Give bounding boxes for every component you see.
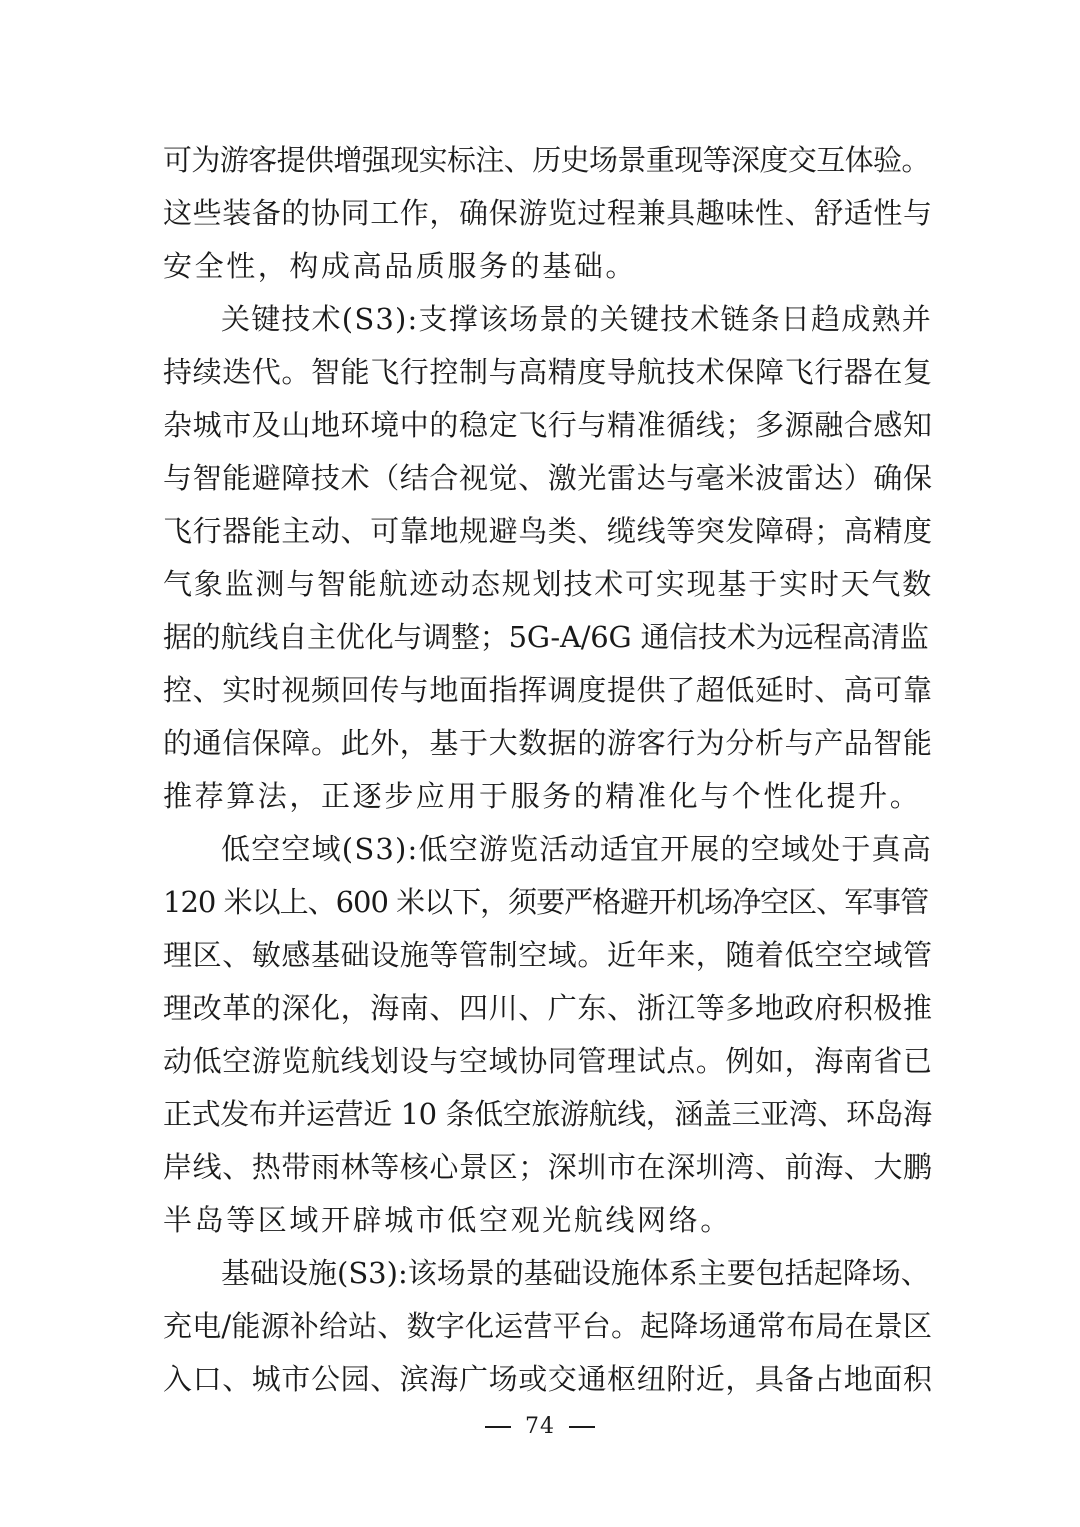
body-line: 岸线、热带雨林等核心景区；深圳市在深圳湾、前海、大鹏 bbox=[163, 1150, 933, 1184]
footer-dash-right bbox=[569, 1426, 595, 1428]
body-line: 这些装备的协同工作，确保游览过程兼具趣味性、舒适性与 bbox=[163, 196, 933, 230]
body-line: 持续迭代。智能飞行控制与高精度导航技术保障飞行器在复 bbox=[163, 355, 933, 389]
body-line: 动低空游览航线划设与空域协同管理试点。例如，海南省已 bbox=[163, 1044, 933, 1078]
body-line: 的通信保障。此外，基于大数据的游客行为分析与产品智能 bbox=[163, 726, 933, 760]
page-number: 74 bbox=[525, 1414, 555, 1439]
body-line: 与智能避障技术（结合视觉、激光雷达与毫米波雷达）确保 bbox=[163, 461, 933, 495]
body-line: 气象监测与智能航迹动态规划技术可实现基于实时天气数 bbox=[163, 567, 934, 601]
body-line: 正式发布并运营近 10 条低空旅游航线，涵盖三亚湾、环岛海 bbox=[163, 1097, 932, 1131]
body-line: 可为游客提供增强现实标注、历史场景重现等深度交互体验。 bbox=[163, 143, 930, 177]
body-line: 据的航线自主优化与调整；5G-A/6G 通信技术为远程高清监 bbox=[163, 620, 929, 654]
body-line: 杂城市及山地环境中的稳定飞行与精准循线；多源融合感知 bbox=[163, 408, 933, 442]
body-line: 理区、敏感基础设施等管制空域。近年来，随着低空空域管 bbox=[163, 938, 933, 972]
body-line: 安全性，构成高品质服务的基础。 bbox=[163, 249, 638, 283]
body-line: 理改革的深化，海南、四川、广东、浙江等多地政府积极推 bbox=[163, 991, 933, 1025]
body-line: 半岛等区域开辟城市低空观光航线网络。 bbox=[163, 1203, 732, 1237]
body-line: 充电/能源补给站、数字化运营平台。起降场通常布局在景区 bbox=[163, 1309, 933, 1343]
body-line: 飞行器能主动、可靠地规避鸟类、缆线等突发障碍；高精度 bbox=[163, 514, 933, 548]
paragraph-start-infrastructure: 基础设施(S3):该场景的基础设施体系主要包括起降场、 bbox=[221, 1256, 930, 1290]
paragraph-start-key-technology: 关键技术(S3):支撑该场景的关键技术链条日趋成熟并 bbox=[221, 302, 932, 336]
body-line: 推荐算法，正逐步应用于服务的精准化与个性化提升。 bbox=[163, 779, 922, 813]
paragraph-start-low-altitude-airspace: 低空空域(S3):低空游览活动适宜开展的空域处于真高 bbox=[221, 832, 932, 866]
body-line: 120 米以上、600 米以下，须要严格避开机场净空区、军事管 bbox=[163, 885, 929, 919]
page-footer bbox=[0, 1412, 1080, 1442]
body-line: 入口、城市公园、滨海广场或交通枢纽附近，具备占地面积 bbox=[163, 1362, 933, 1396]
footer-dash-left bbox=[485, 1426, 511, 1428]
body-line: 控、实时视频回传与地面指挥调度提供了超低延时、高可靠 bbox=[163, 673, 933, 707]
